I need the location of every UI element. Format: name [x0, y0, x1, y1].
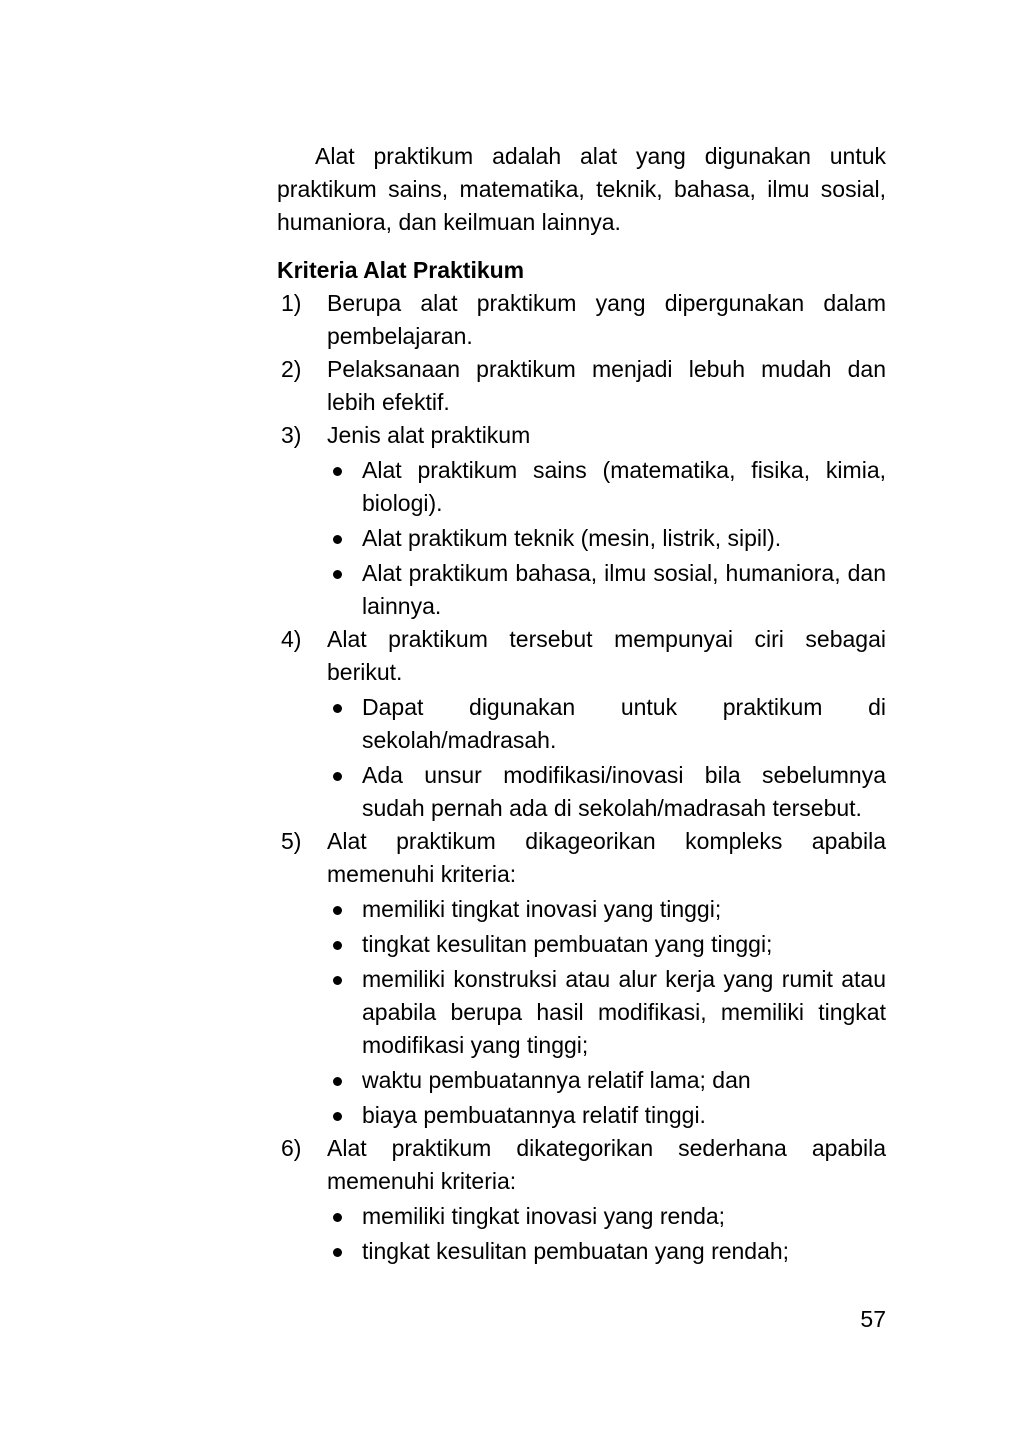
criteria-item [277, 1132, 886, 1268]
bullet-item [327, 557, 886, 623]
criteria-text: Jenis alat praktikum [327, 422, 531, 448]
bullet-text: Alat praktikum teknik (mesin, listrik, sipil). [362, 525, 782, 551]
page-content [277, 140, 886, 1268]
criteria-text: Pelaksanaan praktikum menjadi lebuh mudah dan lebih efektif. [327, 356, 886, 415]
bullet-dot-icon [333, 467, 342, 476]
bullet-dot-icon [333, 1213, 342, 1222]
criteria-item [277, 623, 886, 825]
section-heading: Kriteria Alat Praktikum [277, 257, 525, 283]
bullet-dot-icon [333, 1112, 342, 1121]
criteria-number: 3) [281, 422, 302, 448]
intro-paragraph: Alat praktikum adalah alat yang digunakan untuk praktikum sains, matematika, teknik, bahasa, ilmu sosial, humaniora, dan keilmuan lainnya. [277, 143, 886, 235]
bullet-dot-icon [333, 535, 342, 544]
criteria-item [277, 353, 886, 419]
bullet-item [327, 1235, 886, 1268]
bullet-text: memiliki tingkat inovasi yang renda; [362, 1203, 726, 1229]
bullet-item [327, 454, 886, 520]
bullet-item [327, 893, 886, 926]
bullet-item [327, 1200, 886, 1233]
bullet-text: memiliki tingkat inovasi yang tinggi; [362, 896, 722, 922]
criteria-number: 2) [281, 356, 302, 382]
bullet-item [327, 691, 886, 757]
criteria-item [277, 419, 886, 623]
bullet-text: Alat praktikum bahasa, ilmu sosial, humaniora, dan lainnya. [362, 560, 886, 619]
criteria-text: Alat praktikum tersebut mempunyai ciri sebagai berikut. [327, 626, 886, 685]
bullet-item [327, 963, 886, 1062]
bullet-text: biaya pembuatannya relatif tinggi. [362, 1102, 706, 1128]
bullet-dot-icon [333, 1077, 342, 1086]
bullet-item [327, 1099, 886, 1132]
bullet-list [327, 691, 886, 825]
criteria-item [277, 825, 886, 1132]
bullet-text: tingkat kesulitan pembuatan yang rendah; [362, 1238, 790, 1264]
bullet-dot-icon [333, 1248, 342, 1257]
bullet-text: Ada unsur modifikasi/inovasi bila sebelumnya sudah pernah ada di sekolah/madrasah tersebut. [362, 762, 886, 821]
bullet-text: memiliki konstruksi atau alur kerja yang rumit atau apabila berupa hasil modifikasi, memiliki tingkat modifikasi yang tinggi; [362, 966, 886, 1058]
criteria-item [277, 287, 886, 353]
bullet-text: Dapat digunakan untuk praktikum di sekolah/madrasah. [362, 694, 886, 753]
bullet-dot-icon [333, 772, 342, 781]
bullet-list [327, 1200, 886, 1268]
criteria-number: 5) [281, 828, 302, 854]
bullet-dot-icon [333, 704, 342, 713]
page-number: 57 [860, 1306, 886, 1332]
bullet-list [327, 454, 886, 623]
criteria-text: Berupa alat praktikum yang dipergunakan dalam pembelajaran. [327, 290, 886, 349]
criteria-text: Alat praktikum dikageorikan kompleks apabila memenuhi kriteria: [327, 828, 886, 887]
criteria-number: 1) [281, 290, 302, 316]
bullet-list [327, 893, 886, 1132]
criteria-number: 4) [281, 626, 302, 652]
criteria-text: Alat praktikum dikategorikan sederhana apabila memenuhi kriteria: [327, 1135, 886, 1194]
bullet-dot-icon [333, 941, 342, 950]
bullet-text: waktu pembuatannya relatif lama; dan [362, 1067, 751, 1093]
criteria-list [277, 287, 886, 1268]
bullet-dot-icon [333, 976, 342, 985]
bullet-dot-icon [333, 906, 342, 915]
bullet-item [327, 928, 886, 961]
bullet-item [327, 1064, 886, 1097]
bullet-item [327, 759, 886, 825]
criteria-number: 6) [281, 1135, 302, 1161]
bullet-item [327, 522, 886, 555]
bullet-dot-icon [333, 570, 342, 579]
bullet-text: tingkat kesulitan pembuatan yang tinggi; [362, 931, 773, 957]
bullet-text: Alat praktikum sains (matematika, fisika, kimia, biologi). [362, 457, 886, 516]
